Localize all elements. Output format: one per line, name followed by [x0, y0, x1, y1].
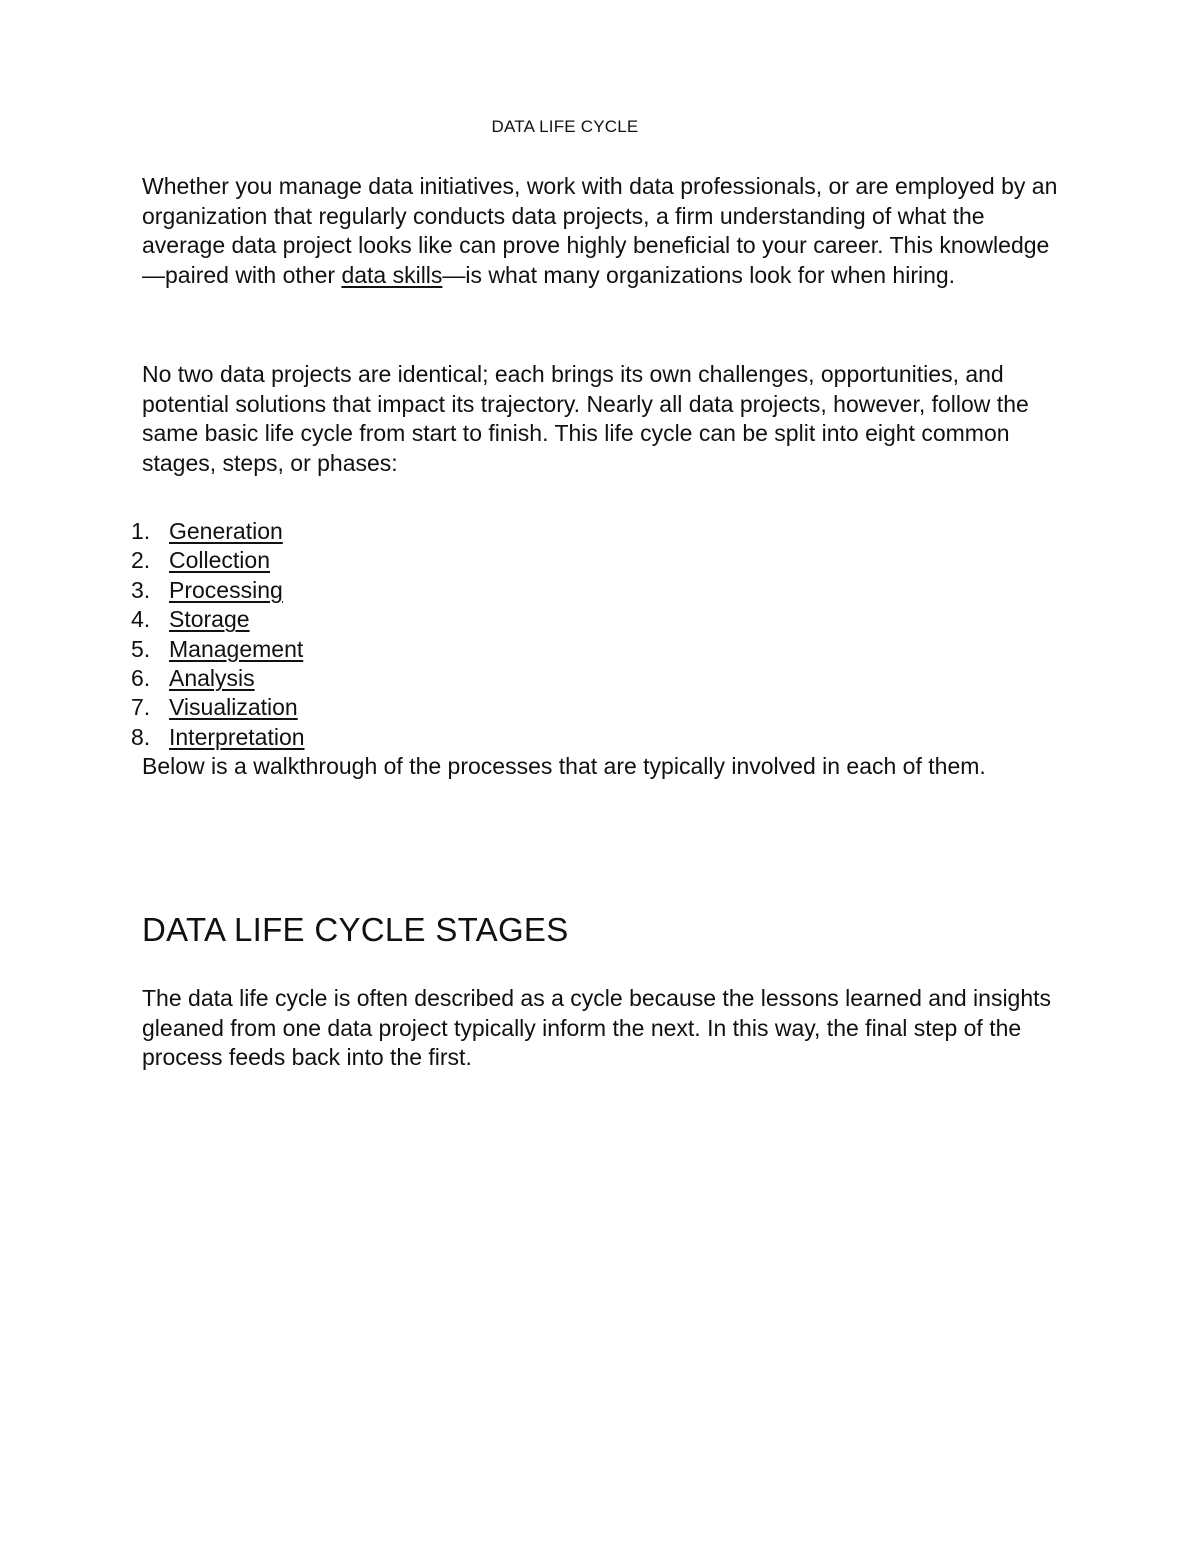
stage-item-interpretation	[131, 723, 305, 752]
stage-number: 7.	[131, 694, 151, 721]
intro-text-after-link: —is what many organizations look for when hiring.	[442, 261, 956, 288]
stage-link-processing[interactable]: Processing	[169, 576, 283, 603]
stage-item-management	[131, 635, 305, 664]
cycle-description-paragraph: The data life cycle is often described as a cycle because the lessons learned and insights gleaned from one data project typically inform the next. In this way, the final step of the process feeds back into the first.	[142, 985, 1052, 1070]
stage-link-storage[interactable]: Storage	[169, 606, 250, 633]
stage-link-management[interactable]: Management	[169, 635, 304, 662]
stage-link-analysis[interactable]: Analysis	[169, 665, 255, 692]
stage-link-interpretation[interactable]: Interpretation	[169, 723, 305, 750]
stage-item-storage	[131, 605, 305, 634]
stage-link-visualization[interactable]: Visualization	[169, 694, 298, 721]
stage-number: 4.	[131, 606, 151, 633]
stage-number: 5.	[131, 635, 151, 662]
intro-text-before-link: Whether you manage data initiatives, work with data professionals, or are employed by an organization that regularly conducts data projects, a firm understanding of what the average data project looks like can prove highly beneficial to your career. This knowledge—paired with other	[142, 173, 1058, 288]
section-heading: DATA LIFE CYCLE STAGES	[142, 911, 569, 948]
document-title: DATA LIFE CYCLE	[491, 117, 639, 136]
stage-item-generation	[131, 517, 305, 546]
stage-item-processing	[131, 576, 305, 605]
stage-item-analysis	[131, 664, 305, 693]
stage-link-collection[interactable]: Collection	[169, 547, 270, 574]
stage-item-collection	[131, 546, 305, 575]
stage-link-generation[interactable]: Generation	[169, 518, 283, 544]
stage-number: 8.	[131, 723, 151, 750]
paragraph-identical-projects: No two data projects are identical; each brings its own challenges, opportunities, and potential solutions that impact its trajectory. Nearly all data projects, however, follow the same basic life cycle from start to finish. This life cycle can be split into eight common stages, steps, or phases:	[142, 361, 1029, 476]
stage-number: 1.	[131, 518, 151, 544]
stage-number: 2.	[131, 547, 151, 574]
stage-number: 3.	[131, 576, 151, 603]
data-skills-link[interactable]: data skills	[341, 261, 443, 288]
intro-paragraph	[142, 172, 1072, 290]
stages-list	[131, 517, 305, 752]
stage-number: 6.	[131, 665, 151, 692]
stage-item-visualization	[131, 693, 305, 722]
walkthrough-paragraph: Below is a walkthrough of the processes that are typically involved in each of them.	[142, 753, 986, 779]
